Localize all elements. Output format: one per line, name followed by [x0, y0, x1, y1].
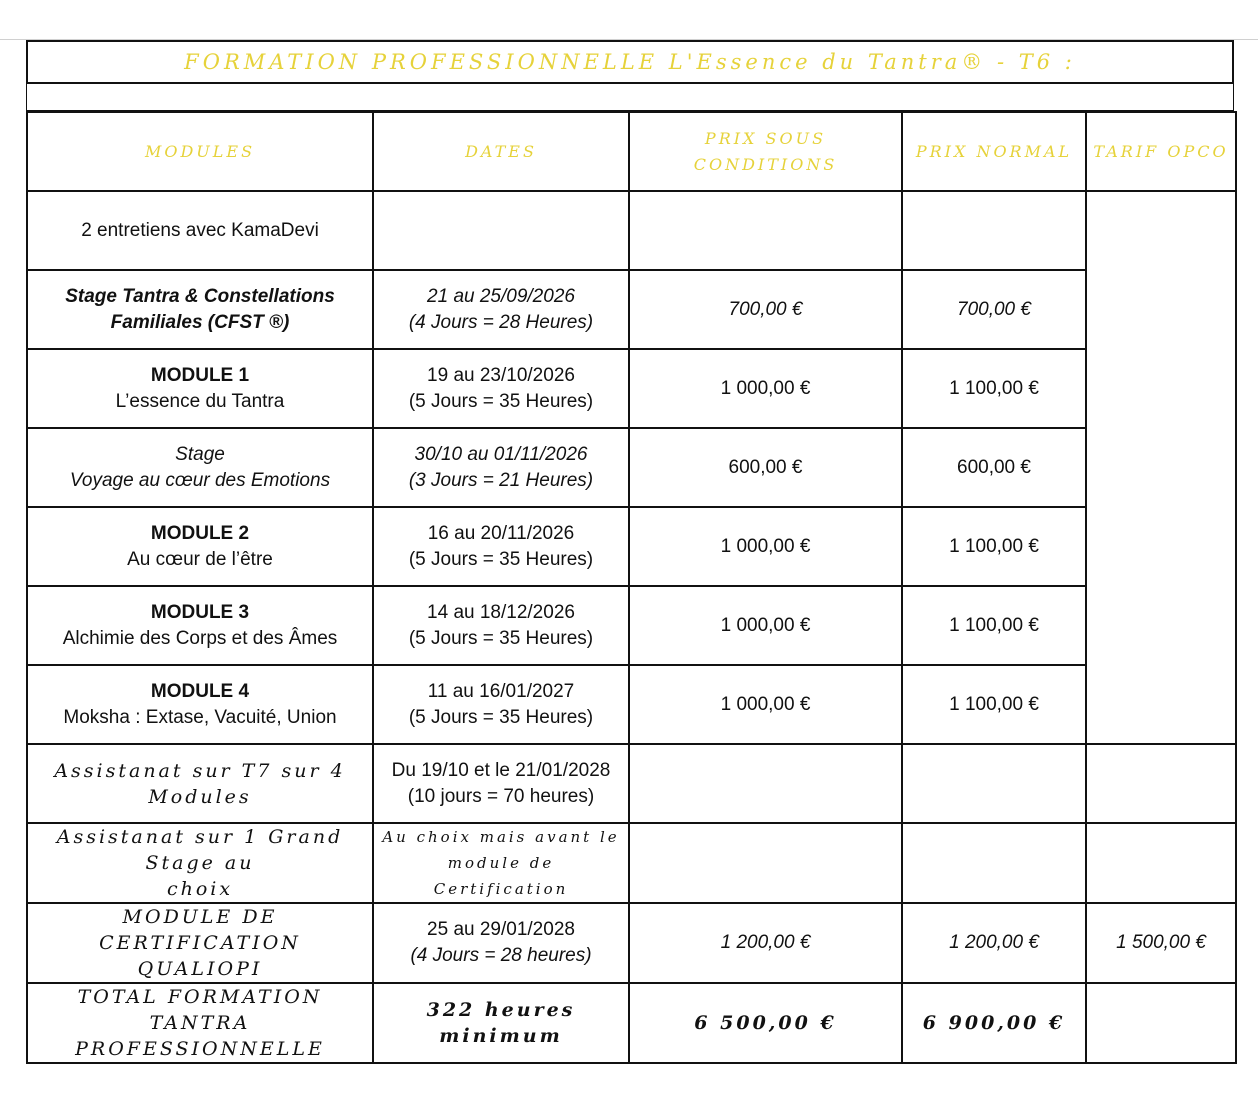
module-cell: 2 entretiens avec KamaDevi	[27, 191, 373, 270]
prix-normal-cell: 600,00 €	[902, 428, 1086, 507]
prix-conditions-cell: 700,00 €	[629, 270, 902, 349]
table-row	[27, 507, 1236, 586]
total-label-cell: TOTAL FORMATION TANTRA PROFESSIONNELLE	[27, 983, 373, 1063]
prix-normal-cell	[902, 823, 1086, 903]
header-cell-dates: DATES	[373, 112, 629, 191]
prix-normal-cell: 1 100,00 €	[902, 586, 1086, 665]
prix-conditions-cell	[629, 744, 902, 823]
dates-cell	[373, 191, 629, 270]
formation-table	[26, 111, 1237, 1064]
table-row	[27, 744, 1236, 823]
dates-cell: 30/10 au 01/11/2026 (3 Jours = 21 Heures)	[373, 428, 629, 507]
module-cell: MODULE 1 L’essence du Tantra	[27, 349, 373, 428]
opco-cell: 1 500,00 €	[1086, 903, 1236, 983]
dates-cell: Au choix mais avant le module de Certification	[373, 823, 629, 903]
table-row	[27, 823, 1236, 903]
prix-normal-cell: 1 100,00 €	[902, 349, 1086, 428]
table-row	[27, 428, 1236, 507]
dates-cell: 14 au 18/12/2026 (5 Jours = 35 Heures)	[373, 586, 629, 665]
module-cell: MODULE 4 Moksha : Extase, Vacuité, Union	[27, 665, 373, 744]
opco-cell	[1086, 823, 1236, 903]
header-cell-tarif-opco: TARIF OPCO	[1086, 112, 1236, 191]
header-cell-prix-conditions: PRIX SOUS CONDITIONS	[629, 112, 902, 191]
total-prix-conditions-cell: 6 500,00 €	[629, 983, 902, 1063]
module-cell: Stage Voyage au cœur des Emotions	[27, 428, 373, 507]
prix-conditions-cell: 1 000,00 €	[629, 665, 902, 744]
prix-normal-cell: 1 200,00 €	[902, 903, 1086, 983]
prix-normal-cell: 1 100,00 €	[902, 507, 1086, 586]
dates-cell: 25 au 29/01/2028 (4 Jours = 28 heures)	[373, 903, 629, 983]
table-row	[27, 903, 1236, 983]
document-title: FORMATION PROFESSIONNELLE L'Essence du Tantra® - T6 :	[184, 50, 1076, 74]
dates-cell: Du 19/10 et le 21/01/2028 (10 jours = 70 heures)	[373, 744, 629, 823]
prix-conditions-cell: 1 000,00 €	[629, 349, 902, 428]
total-hours-cell: 322 heures minimum	[373, 983, 629, 1063]
dates-cell: 19 au 23/10/2026 (5 Jours = 35 Heures)	[373, 349, 629, 428]
table-row	[27, 586, 1236, 665]
header-cell-prix-normal: PRIX NORMAL	[902, 112, 1086, 191]
prix-conditions-cell: 1 000,00 €	[629, 586, 902, 665]
table-total-row	[27, 983, 1236, 1063]
module-cell: MODULE 2 Au cœur de l’être	[27, 507, 373, 586]
total-prix-normal-cell: 6 900,00 €	[902, 983, 1086, 1063]
title-box	[26, 40, 1234, 84]
module-cell: Stage Tantra & Constellations Familiales (CFST ®)	[27, 270, 373, 349]
prix-normal-cell: 700,00 €	[902, 270, 1086, 349]
page-top-margin	[0, 0, 1258, 40]
table-header-row	[27, 112, 1236, 191]
table-row	[27, 270, 1236, 349]
prix-conditions-cell: 1 200,00 €	[629, 903, 902, 983]
prix-normal-cell: 1 100,00 €	[902, 665, 1086, 744]
header-cell-modules: MODULES	[27, 112, 373, 191]
table-row	[27, 665, 1236, 744]
table-row	[27, 349, 1236, 428]
total-opco-cell	[1086, 983, 1236, 1063]
opco-cell	[1086, 744, 1236, 823]
spacer-row	[26, 84, 1234, 112]
module-cell: MODULE 3 Alchimie des Corps et des Âmes	[27, 586, 373, 665]
prix-conditions-cell: 600,00 €	[629, 428, 902, 507]
module-cell: MODULE DE CERTIFICATION QUALIOPI	[27, 903, 373, 983]
prix-normal-cell	[902, 744, 1086, 823]
dates-cell: 16 au 20/11/2026 (5 Jours = 35 Heures)	[373, 507, 629, 586]
dates-cell: 11 au 16/01/2027 (5 Jours = 35 Heures)	[373, 665, 629, 744]
prix-conditions-cell	[629, 191, 902, 270]
module-cell: Assistanat sur T7 sur 4 Modules	[27, 744, 373, 823]
prix-conditions-cell: 1 000,00 €	[629, 507, 902, 586]
opco-merged-cell	[1086, 191, 1236, 744]
prix-conditions-cell	[629, 823, 902, 903]
dates-cell: 21 au 25/09/2026 (4 Jours = 28 Heures)	[373, 270, 629, 349]
table-row	[27, 191, 1236, 270]
prix-normal-cell	[902, 191, 1086, 270]
module-cell: Assistanat sur 1 Grand Stage au choix	[27, 823, 373, 903]
